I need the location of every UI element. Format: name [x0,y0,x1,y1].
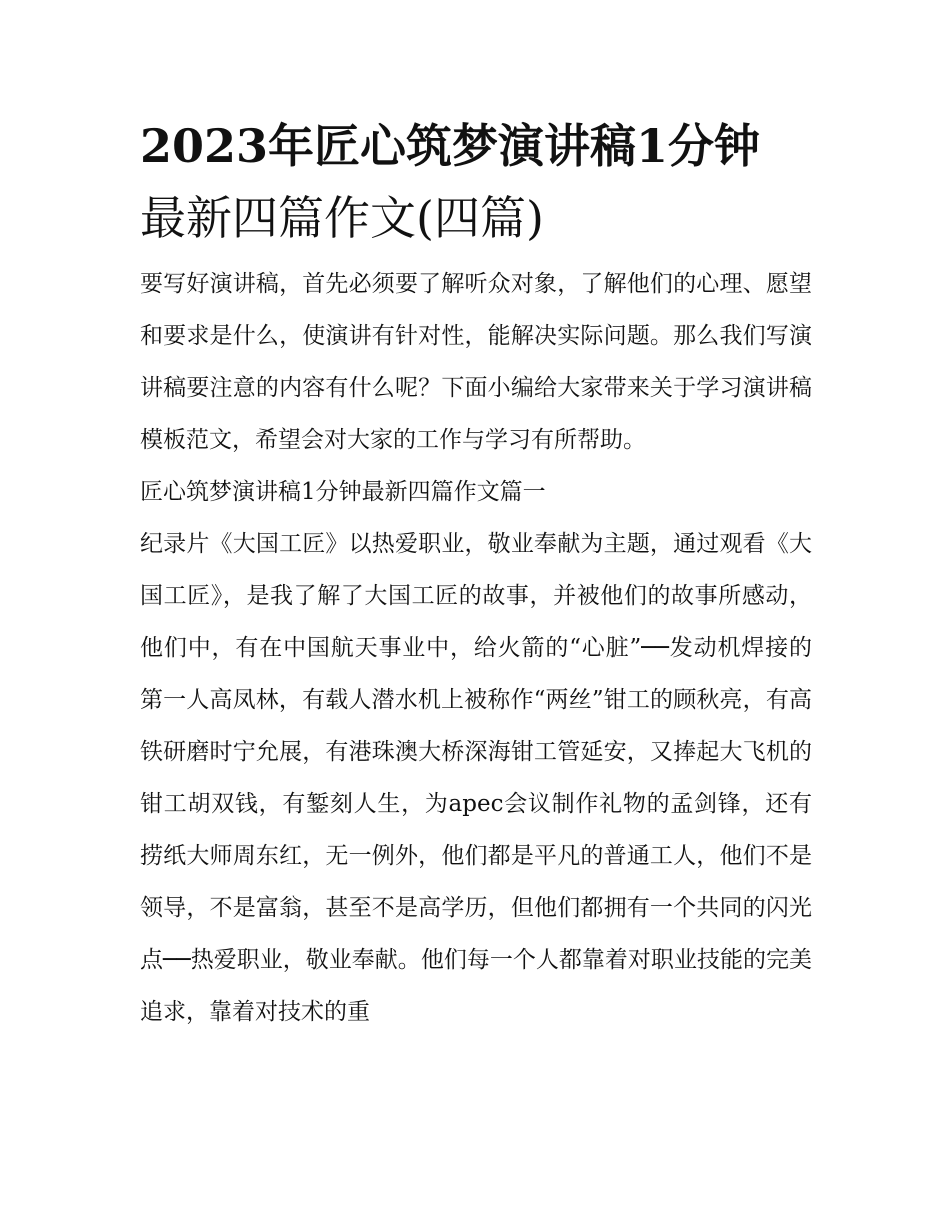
section-heading: 匠心筑梦演讲稿1分钟最新四篇作文篇一 [140,479,546,505]
document-title [140,110,812,254]
document-page [140,110,812,1038]
intro-paragraph: 要写好演讲稿，首先必须要了解听众对象，了解他们的心理、愿望和要求是什么，使演讲有针对性，能解决实际问题。那么我们写演讲稿要注意的内容有什么呢？下面小编给大家带来关于学习演讲稿模板范文，希望会对大家的工作与学习有所帮助。 [140,271,812,453]
body-paragraph: 纪录片《大国工匠》以热爱职业，敬业奉献为主题，通过观看《大国工匠》，是我了解了大国工匠的故事，并被他们的故事所感动，他们中，有在中国航天事业中，给火箭的“心脏”──发动机焊接的第一人高凤林，有载人潜水机上被称作“两丝”钳工的顾秋亮，有高铁研磨时宁允展，有港珠澳大桥深海钳工管延安，又捧起大飞机的钳工胡双钱，有錾刻人生，为apec会议制作礼物的孟剑锋，还有捞纸大师周东红，无一例外，他们都是平凡的普通工人，他们不是领导，不是富翁，甚至不是高学历，但他们都拥有一个共同的闪光点──热爱职业，敬业奉献。他们每一个人都靠着对职业技能的完美追求，靠着对技术的重 [140,531,812,1025]
title-line-2: 最新四篇作文(四篇) [140,191,544,245]
title-line-1: 2023年匠心筑梦演讲稿1分钟 [140,119,761,173]
